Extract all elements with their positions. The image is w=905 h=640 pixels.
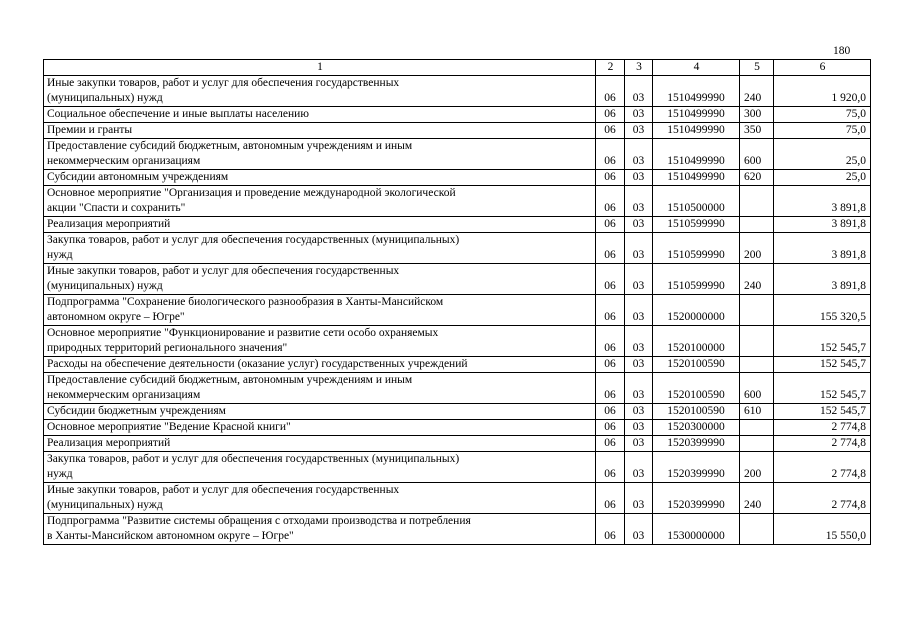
row-amount: 2 774,8 <box>774 436 871 452</box>
row-description-line: Субсидии автономным учреждениям <box>47 171 229 183</box>
row-expense-type: 620 <box>740 170 774 186</box>
row-target-article: 1510499990 <box>653 76 740 107</box>
row-target-article: 1520399990 <box>653 452 740 483</box>
table-row <box>44 404 871 420</box>
row-amount: 152 545,7 <box>774 404 871 420</box>
row-description-line: некоммерческим организациям <box>47 389 201 401</box>
row-amount: 75,0 <box>774 123 871 139</box>
row-description-line: акции "Спасти и сохранить" <box>47 202 186 214</box>
row-target-article: 1520399990 <box>653 483 740 514</box>
row-description <box>44 295 596 326</box>
row-section-code: 06 <box>596 404 625 420</box>
row-section-code: 06 <box>596 295 625 326</box>
row-target-article: 1520399990 <box>653 436 740 452</box>
row-description-line: Иные закупки товаров, работ и услуг для обеспечения государственных <box>47 265 400 277</box>
row-subsection-code: 03 <box>625 404 653 420</box>
row-target-article: 1520000000 <box>653 295 740 326</box>
row-description-line: Иные закупки товаров, работ и услуг для обеспечения государственных <box>47 77 400 89</box>
row-description-line: Основное мероприятие "Ведение Красной книги" <box>47 421 291 433</box>
table-row <box>44 514 871 545</box>
table-row <box>44 139 871 170</box>
row-amount: 2 774,8 <box>774 452 871 483</box>
row-description <box>44 76 596 107</box>
row-description <box>44 170 596 186</box>
row-description-line: Подпрограмма "Развитие системы обращения с отходами производства и потребления <box>47 515 471 527</box>
row-target-article: 1520100590 <box>653 404 740 420</box>
row-expense-type <box>740 217 774 233</box>
row-section-code: 06 <box>596 107 625 123</box>
page-number: 180 <box>833 45 851 57</box>
row-subsection-code: 03 <box>625 420 653 436</box>
row-amount: 2 774,8 <box>774 420 871 436</box>
row-description-line: Субсидии бюджетным учреждениям <box>47 405 226 417</box>
row-section-code: 06 <box>596 326 625 357</box>
budget-table <box>43 59 871 545</box>
row-description <box>44 420 596 436</box>
row-amount: 3 891,8 <box>774 186 871 217</box>
row-expense-type: 600 <box>740 139 774 170</box>
row-subsection-code: 03 <box>625 373 653 404</box>
row-section-code: 06 <box>596 264 625 295</box>
row-amount: 152 545,7 <box>774 326 871 357</box>
header-cell-3: 3 <box>625 60 653 76</box>
row-description-line: Закупка товаров, работ и услуг для обеспечения государственных (муниципальных) <box>47 453 460 465</box>
table-row <box>44 295 871 326</box>
row-subsection-code: 03 <box>625 139 653 170</box>
row-section-code: 06 <box>596 357 625 373</box>
row-amount: 3 891,8 <box>774 264 871 295</box>
row-description-line: некоммерческим организациям <box>47 155 201 167</box>
row-subsection-code: 03 <box>625 170 653 186</box>
row-target-article: 1520300000 <box>653 420 740 436</box>
row-target-article: 1520100590 <box>653 373 740 404</box>
row-description-line: автономном округе – Югре" <box>47 311 185 323</box>
row-description <box>44 233 596 264</box>
row-subsection-code: 03 <box>625 452 653 483</box>
row-expense-type: 240 <box>740 483 774 514</box>
row-amount: 1 920,0 <box>774 76 871 107</box>
row-description-line: Предоставление субсидий бюджетным, автономным учреждениям и иным <box>47 140 413 152</box>
header-cell-2: 2 <box>596 60 625 76</box>
row-subsection-code: 03 <box>625 357 653 373</box>
row-subsection-code: 03 <box>625 217 653 233</box>
row-target-article: 1510599990 <box>653 264 740 295</box>
row-expense-type: 610 <box>740 404 774 420</box>
row-subsection-code: 03 <box>625 186 653 217</box>
row-description-line: Расходы на обеспечение деятельности (оказание услуг) государственных учреждений <box>47 358 468 370</box>
header-cell-1: 1 <box>44 60 596 76</box>
row-subsection-code: 03 <box>625 233 653 264</box>
row-amount: 2 774,8 <box>774 483 871 514</box>
row-target-article: 1510599990 <box>653 217 740 233</box>
row-subsection-code: 03 <box>625 107 653 123</box>
row-subsection-code: 03 <box>625 326 653 357</box>
row-amount: 15 550,0 <box>774 514 871 545</box>
row-description <box>44 436 596 452</box>
row-section-code: 06 <box>596 139 625 170</box>
row-section-code: 06 <box>596 483 625 514</box>
table-row <box>44 452 871 483</box>
row-expense-type: 200 <box>740 233 774 264</box>
row-target-article: 1510499990 <box>653 139 740 170</box>
row-description-line: Предоставление субсидий бюджетным, автономным учреждениям и иным <box>47 374 413 386</box>
row-expense-type: 240 <box>740 264 774 295</box>
row-amount: 3 891,8 <box>774 217 871 233</box>
table-row <box>44 483 871 514</box>
table-row <box>44 326 871 357</box>
row-expense-type: 200 <box>740 452 774 483</box>
row-description <box>44 357 596 373</box>
row-expense-type <box>740 514 774 545</box>
table-row <box>44 436 871 452</box>
table-row <box>44 123 871 139</box>
row-description-line: Реализация мероприятий <box>47 437 171 449</box>
row-description <box>44 326 596 357</box>
table-row <box>44 233 871 264</box>
row-expense-type: 600 <box>740 373 774 404</box>
row-target-article: 1510499990 <box>653 107 740 123</box>
row-description-line: Иные закупки товаров, работ и услуг для обеспечения государственных <box>47 484 400 496</box>
row-section-code: 06 <box>596 170 625 186</box>
row-subsection-code: 03 <box>625 123 653 139</box>
row-subsection-code: 03 <box>625 76 653 107</box>
row-section-code: 06 <box>596 186 625 217</box>
row-description <box>44 107 596 123</box>
row-expense-type <box>740 186 774 217</box>
table-row <box>44 76 871 107</box>
row-description <box>44 514 596 545</box>
row-description <box>44 373 596 404</box>
table-row <box>44 186 871 217</box>
row-target-article: 1520100000 <box>653 326 740 357</box>
table-row <box>44 373 871 404</box>
row-description-line: Подпрограмма "Сохранение биологического разнообразия в Ханты-Мансийском <box>47 296 444 308</box>
header-cell-6: 6 <box>774 60 871 76</box>
row-amount: 3 891,8 <box>774 233 871 264</box>
table-row <box>44 264 871 295</box>
row-section-code: 06 <box>596 514 625 545</box>
row-description <box>44 404 596 420</box>
row-description <box>44 483 596 514</box>
row-subsection-code: 03 <box>625 436 653 452</box>
row-description-line: (муниципальных) нужд <box>47 92 163 104</box>
row-description <box>44 264 596 295</box>
row-target-article: 1510499990 <box>653 170 740 186</box>
row-amount: 25,0 <box>774 170 871 186</box>
budget-table-body <box>44 60 871 545</box>
row-expense-type: 350 <box>740 123 774 139</box>
row-description <box>44 217 596 233</box>
row-subsection-code: 03 <box>625 295 653 326</box>
table-row <box>44 420 871 436</box>
header-cell-4: 4 <box>653 60 740 76</box>
row-description-line: природных территорий регионального значения" <box>47 342 288 354</box>
row-description-line: (муниципальных) нужд <box>47 280 163 292</box>
row-amount: 152 545,7 <box>774 373 871 404</box>
row-section-code: 06 <box>596 436 625 452</box>
row-expense-type <box>740 357 774 373</box>
row-description-line: Премии и гранты <box>47 124 133 136</box>
row-expense-type: 300 <box>740 107 774 123</box>
row-amount: 75,0 <box>774 107 871 123</box>
row-target-article: 1530000000 <box>653 514 740 545</box>
row-description <box>44 123 596 139</box>
row-amount: 155 320,5 <box>774 295 871 326</box>
row-description-line: (муниципальных) нужд <box>47 499 163 511</box>
row-target-article: 1510500000 <box>653 186 740 217</box>
row-section-code: 06 <box>596 452 625 483</box>
row-description-line: Социальное обеспечение и иные выплаты населению <box>47 108 309 120</box>
table-row <box>44 217 871 233</box>
row-target-article: 1510599990 <box>653 233 740 264</box>
row-expense-type <box>740 436 774 452</box>
table-row <box>44 170 871 186</box>
row-section-code: 06 <box>596 123 625 139</box>
row-description <box>44 186 596 217</box>
row-expense-type: 240 <box>740 76 774 107</box>
row-description-line: Основное мероприятие "Функционирование и развитие сети особо охраняемых <box>47 327 439 339</box>
row-description-line: Реализация мероприятий <box>47 218 171 230</box>
row-subsection-code: 03 <box>625 264 653 295</box>
row-section-code: 06 <box>596 217 625 233</box>
row-description <box>44 452 596 483</box>
row-expense-type <box>740 326 774 357</box>
table-header-row <box>44 60 871 76</box>
row-description-line: нужд <box>47 249 73 261</box>
row-section-code: 06 <box>596 233 625 264</box>
row-section-code: 06 <box>596 420 625 436</box>
row-description-line: Закупка товаров, работ и услуг для обеспечения государственных (муниципальных) <box>47 234 460 246</box>
row-target-article: 1520100590 <box>653 357 740 373</box>
row-description-line: нужд <box>47 468 73 480</box>
row-target-article: 1510499990 <box>653 123 740 139</box>
row-section-code: 06 <box>596 76 625 107</box>
row-subsection-code: 03 <box>625 514 653 545</box>
row-subsection-code: 03 <box>625 483 653 514</box>
row-amount: 25,0 <box>774 139 871 170</box>
row-description-line: в Ханты-Мансийском автономном округе – Югре" <box>47 530 294 542</box>
header-cell-5: 5 <box>740 60 774 76</box>
row-expense-type <box>740 295 774 326</box>
row-description-line: Основное мероприятие "Организация и проведение международной экологической <box>47 187 456 199</box>
row-expense-type <box>740 420 774 436</box>
row-description <box>44 139 596 170</box>
table-row <box>44 357 871 373</box>
row-section-code: 06 <box>596 373 625 404</box>
row-amount: 152 545,7 <box>774 357 871 373</box>
table-row <box>44 107 871 123</box>
